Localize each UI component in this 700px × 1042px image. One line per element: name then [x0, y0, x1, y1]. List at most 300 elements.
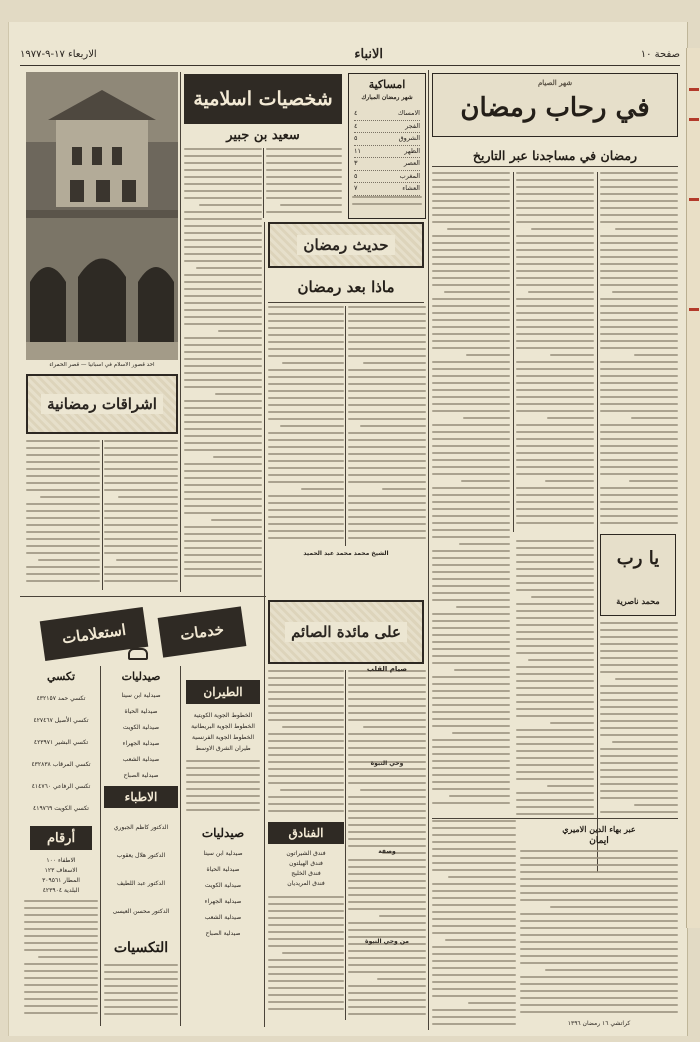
text-line: [516, 396, 594, 398]
text-line: [516, 333, 594, 335]
text-line: [520, 934, 678, 936]
text-line: [600, 622, 678, 624]
text-line: [186, 795, 260, 797]
text-line: [516, 631, 594, 633]
text-line: [184, 162, 262, 164]
text-line: [266, 211, 342, 213]
text-line: [268, 796, 344, 798]
text-line: [348, 446, 426, 448]
text-line: [432, 711, 510, 713]
text-line: [268, 411, 344, 413]
text-line: [516, 487, 594, 489]
text-line: [432, 897, 516, 899]
text-line: [600, 249, 678, 251]
alhambra-illustration: [26, 72, 178, 360]
phone-icon: [128, 648, 148, 660]
text-line: [184, 463, 262, 465]
issue-date: الاربعاء ١٧-٩-١٩٧٧: [20, 49, 97, 60]
ramadan-flashes-banner: [26, 374, 178, 434]
text-line: [24, 970, 98, 972]
text-line: [432, 326, 510, 328]
text-line: [104, 489, 178, 491]
text-line: [600, 466, 678, 468]
text-line: [280, 425, 344, 427]
text-line: [432, 522, 510, 524]
text-line: [348, 992, 426, 994]
text-line: [268, 334, 344, 336]
text-line: [348, 754, 426, 756]
text-line: [184, 554, 262, 556]
text-line: [516, 214, 594, 216]
mosques-headline: رمضان في مساجدنا عبر التاريخ: [472, 148, 638, 163]
text-line: [516, 547, 594, 549]
text-line: [184, 540, 262, 542]
text-line: [184, 561, 262, 563]
text-line: [104, 1006, 178, 1008]
text-line: [432, 529, 510, 531]
text-line: [266, 155, 342, 157]
text-line: [348, 334, 426, 336]
text-line: [550, 354, 594, 356]
text-line: [348, 866, 426, 868]
text-line: [268, 973, 344, 975]
text-line: [432, 501, 510, 503]
text-line: [268, 397, 344, 399]
text-line: [432, 820, 516, 822]
text-line: [600, 501, 678, 503]
text-line: [516, 445, 594, 447]
hadith-article-col-2: [268, 306, 344, 546]
text-line: [184, 575, 262, 577]
text-line: [186, 781, 260, 783]
text-line: [268, 903, 344, 905]
text-line: [348, 348, 426, 350]
text-line: [268, 747, 344, 749]
text-line: [184, 435, 262, 437]
text-line: [266, 162, 342, 164]
text-line: [104, 503, 178, 505]
pharmacy-line: صيدلية ابن سينا: [203, 850, 243, 857]
text-line: [352, 196, 422, 198]
pharmacy-line: صيدلية الحياة: [206, 866, 240, 873]
imsakiya-label: الشروق: [398, 134, 420, 142]
text-line: [268, 1008, 344, 1010]
text-line: [24, 1005, 98, 1007]
text-line: [600, 494, 678, 496]
ya-rab-author: محمد ناصرية: [616, 596, 660, 606]
text-line: [432, 431, 510, 433]
text-line: [348, 383, 426, 385]
text-line: [459, 543, 510, 545]
text-line: [348, 747, 426, 749]
text-line: [432, 270, 510, 272]
text-line: [600, 515, 678, 517]
text-line: [348, 481, 426, 483]
text-line: [38, 956, 98, 958]
text-line: [516, 193, 594, 195]
taxi-line: تكسي الكويت ٤١٩٧٦٩: [33, 805, 89, 812]
mosques-article-col-3: [432, 172, 510, 812]
text-line: [26, 538, 100, 540]
text-line: [268, 684, 344, 686]
text-line: [432, 396, 510, 398]
text-line: [282, 362, 344, 364]
text-line: [432, 725, 510, 727]
pharmacy-line: صيدلية الكويت: [122, 724, 160, 731]
imsakiya-note: [352, 196, 422, 216]
text-line: [520, 899, 678, 901]
text-line: [268, 698, 344, 700]
text-line: [432, 848, 516, 850]
text-line: [516, 340, 594, 342]
text-line: [432, 389, 510, 391]
text-line: [26, 552, 100, 554]
text-line: [118, 496, 178, 498]
text-line: [382, 488, 426, 490]
text-line: [432, 774, 510, 776]
text-line: [348, 908, 426, 910]
ramadan-feature-banner: في رحاب رمضان: [460, 93, 650, 123]
text-line: [184, 309, 262, 311]
text-line: [348, 768, 426, 770]
text-line: [104, 566, 178, 568]
imsakiya-label: المغرب: [399, 171, 420, 180]
text-line: [215, 393, 262, 395]
text-line: [432, 459, 510, 461]
text-line: [186, 788, 260, 790]
text-line: [268, 467, 344, 469]
text-line: [184, 246, 262, 248]
text-line: [629, 480, 678, 482]
text-line: [268, 966, 344, 968]
pharmacy-title: صيدليات: [121, 670, 161, 683]
text-line: [600, 424, 678, 426]
text-line: [600, 284, 678, 286]
text-line: [268, 761, 344, 763]
doctors-banner: الاطباء: [104, 786, 178, 808]
text-line: [432, 995, 516, 997]
text-line: [516, 554, 594, 556]
text-line: [516, 729, 594, 731]
text-line: [432, 445, 510, 447]
text-line: [432, 305, 510, 307]
text-line: [24, 935, 98, 937]
text-line: [600, 256, 678, 258]
text-line: [268, 705, 344, 707]
pharmacy-line: صيدلية الصباح: [123, 772, 159, 779]
text-line: [432, 340, 510, 342]
text-line: [600, 699, 678, 701]
text-line: [184, 449, 262, 451]
text-line: [26, 503, 100, 505]
text-line: [104, 573, 178, 575]
text-line: [184, 421, 262, 423]
text-line: [631, 417, 678, 419]
text-line: [600, 235, 678, 237]
imsakiya-label: الامساك: [397, 109, 420, 117]
text-line: [348, 782, 426, 784]
saeed-article-col-2: [184, 148, 262, 588]
text-line: [268, 320, 344, 322]
text-line: [634, 354, 678, 356]
text-line: [348, 929, 426, 931]
hadith-ramadan-title: حديث رمضان: [297, 235, 394, 255]
text-line: [268, 404, 344, 406]
text-line: [348, 509, 426, 511]
text-line: [26, 482, 100, 484]
text-line: [432, 1023, 516, 1025]
text-line: [600, 403, 678, 405]
text-line: [432, 564, 510, 566]
text-line: [432, 841, 516, 843]
taxi-list: [24, 688, 98, 820]
text-line: [600, 783, 678, 785]
fasting-table-col-1: [348, 670, 426, 1020]
text-line: [432, 333, 510, 335]
text-line: [268, 677, 344, 679]
text-line: [184, 477, 262, 479]
info-tag: استعلامات: [40, 607, 149, 661]
text-line: [516, 792, 594, 794]
text-line: [184, 148, 262, 150]
text-line: [600, 242, 678, 244]
text-line: [516, 645, 594, 647]
text-line: [184, 386, 262, 388]
pharmacy-list-2: [186, 846, 260, 942]
text-line: [516, 582, 594, 584]
text-line: [268, 509, 344, 511]
text-line: [348, 880, 426, 882]
text-line: [516, 750, 594, 752]
text-line: [348, 460, 426, 462]
text-line: [600, 361, 678, 363]
text-line: [516, 603, 594, 605]
text-line: [26, 461, 100, 463]
text-line: [104, 1013, 178, 1015]
text-line: [432, 466, 510, 468]
text-line: [348, 439, 426, 441]
text-line: [600, 657, 678, 659]
text-line: [531, 228, 594, 230]
imsakiya-subtitle: شهر رمضان المبارك: [361, 94, 413, 101]
text-line: [516, 424, 594, 426]
text-line: [432, 263, 510, 265]
text-line: [516, 277, 594, 279]
text-line: [600, 664, 678, 666]
text-line: [104, 531, 178, 533]
text-line: [26, 573, 100, 575]
hadith-headline: ماذا بعد رمضان: [297, 278, 395, 296]
text-line: [600, 473, 678, 475]
text-line: [432, 641, 510, 643]
text-line: [528, 291, 594, 293]
pharmacy-list: [104, 688, 178, 784]
text-line: [600, 636, 678, 638]
text-line: [268, 537, 344, 539]
newspaper-title: الانباء: [354, 47, 384, 62]
text-line: [600, 734, 678, 736]
pharmacy-line: صيدلية الشعب: [122, 756, 160, 763]
text-line: [348, 369, 426, 371]
text-line: [516, 263, 594, 265]
text-line: [348, 817, 426, 819]
text-line: [348, 467, 426, 469]
text-line: [600, 277, 678, 279]
taxis-bottom-details: [104, 964, 178, 1020]
text-line: [600, 270, 678, 272]
text-line: [600, 263, 678, 265]
text-line: [348, 306, 426, 308]
text-line: [104, 999, 178, 1001]
text-line: [348, 838, 426, 840]
imsakiya-row: [354, 183, 420, 196]
text-line: [184, 211, 262, 213]
text-line: [600, 172, 678, 174]
text-line: [516, 799, 594, 801]
text-line: [184, 232, 262, 234]
text-line: [432, 382, 510, 384]
text-line: [184, 547, 262, 549]
text-line: [432, 494, 510, 496]
text-line: [104, 524, 178, 526]
text-line: [432, 981, 516, 983]
text-line: [600, 368, 678, 370]
text-line: [348, 894, 426, 896]
text-line: [268, 924, 344, 926]
text-line: [432, 697, 510, 699]
text-line: [268, 341, 344, 343]
text-line: [268, 768, 344, 770]
text-line: [348, 1006, 426, 1008]
text-line: [186, 802, 260, 804]
hadith-article-col-1: [348, 306, 426, 546]
imsakiya-row: [354, 146, 420, 159]
text-line: [432, 974, 516, 976]
text-line: [26, 454, 100, 456]
text-line: [547, 417, 594, 419]
airline-line: طيران الشرق الاوسط: [195, 745, 251, 752]
text-line: [184, 533, 262, 535]
text-line: [432, 424, 510, 426]
text-line: [196, 267, 262, 269]
number-line: المطار ٣٠٩٥٦١: [42, 877, 80, 884]
text-line: [24, 921, 98, 923]
text-line: [516, 743, 594, 745]
text-line: [516, 813, 594, 815]
text-line: [104, 482, 178, 484]
number-line: الاسعاف ١٢٣: [44, 867, 78, 874]
text-line: [184, 442, 262, 444]
text-line: [528, 659, 594, 661]
text-line: [600, 776, 678, 778]
text-line: [432, 911, 516, 913]
text-line: [432, 883, 516, 885]
text-line: [516, 284, 594, 286]
text-line: [24, 977, 98, 979]
text-line: [600, 312, 678, 314]
text-line: [184, 281, 262, 283]
text-line: [516, 508, 594, 510]
mosques-article-continued: [516, 540, 594, 820]
text-line: [280, 789, 344, 791]
text-line: [266, 169, 342, 171]
text-line: [266, 190, 342, 192]
text-line: [266, 148, 342, 150]
pharmacy-line: صيدلية الجهراء: [122, 740, 160, 747]
text-line: [348, 719, 426, 721]
text-line: [432, 599, 510, 601]
text-line: [432, 834, 516, 836]
taxi-line: تكسي المرقاب ٤٣٢٨٣٨: [31, 761, 91, 768]
text-line: [600, 748, 678, 750]
text-line: [432, 186, 510, 188]
fasting-table-col-2-cont: [268, 896, 344, 1020]
text-line: [520, 976, 678, 978]
text-line: [550, 722, 594, 724]
text-line: [516, 757, 594, 759]
text-line: [516, 452, 594, 454]
text-line: [26, 517, 100, 519]
text-line: [184, 218, 262, 220]
text-line: [26, 475, 100, 477]
text-line: [468, 1002, 516, 1004]
text-line: [516, 375, 594, 377]
taxis-bottom-title: التكسيات: [113, 940, 169, 956]
amiri-poem-text: [520, 850, 678, 1020]
text-line: [520, 892, 678, 894]
text-line: [600, 340, 678, 342]
text-line: [348, 432, 426, 434]
mosques-article-col-1: [600, 172, 678, 532]
text-line: [516, 382, 594, 384]
text-line: [184, 484, 262, 486]
fasting-table-title: على مائدة الصائم: [285, 622, 407, 642]
text-line: [432, 862, 516, 864]
text-line: [516, 403, 594, 405]
text-line: [377, 978, 426, 980]
text-line: [516, 459, 594, 461]
text-line: [104, 447, 178, 449]
text-line: [104, 545, 178, 547]
text-line: [432, 946, 516, 948]
text-line: [348, 516, 426, 518]
text-line: [432, 403, 510, 405]
text-line: [184, 351, 262, 353]
text-line: [184, 190, 262, 192]
text-line: [600, 214, 678, 216]
text-line: [432, 312, 510, 314]
text-line: [26, 566, 100, 568]
text-line: [448, 876, 516, 878]
text-line: [348, 320, 426, 322]
text-line: [432, 746, 510, 748]
text-line: [516, 438, 594, 440]
text-line: [268, 712, 344, 714]
text-line: [432, 953, 516, 955]
text-line: [432, 690, 510, 692]
text-line: [348, 474, 426, 476]
text-line: [282, 952, 344, 954]
text-line: [184, 302, 262, 304]
text-line: [545, 480, 594, 482]
text-line: [363, 726, 426, 728]
text-line: [432, 967, 516, 969]
text-line: [600, 671, 678, 673]
text-line: [26, 440, 100, 442]
text-line: [348, 796, 426, 798]
text-line: [600, 347, 678, 349]
text-line: [516, 200, 594, 202]
